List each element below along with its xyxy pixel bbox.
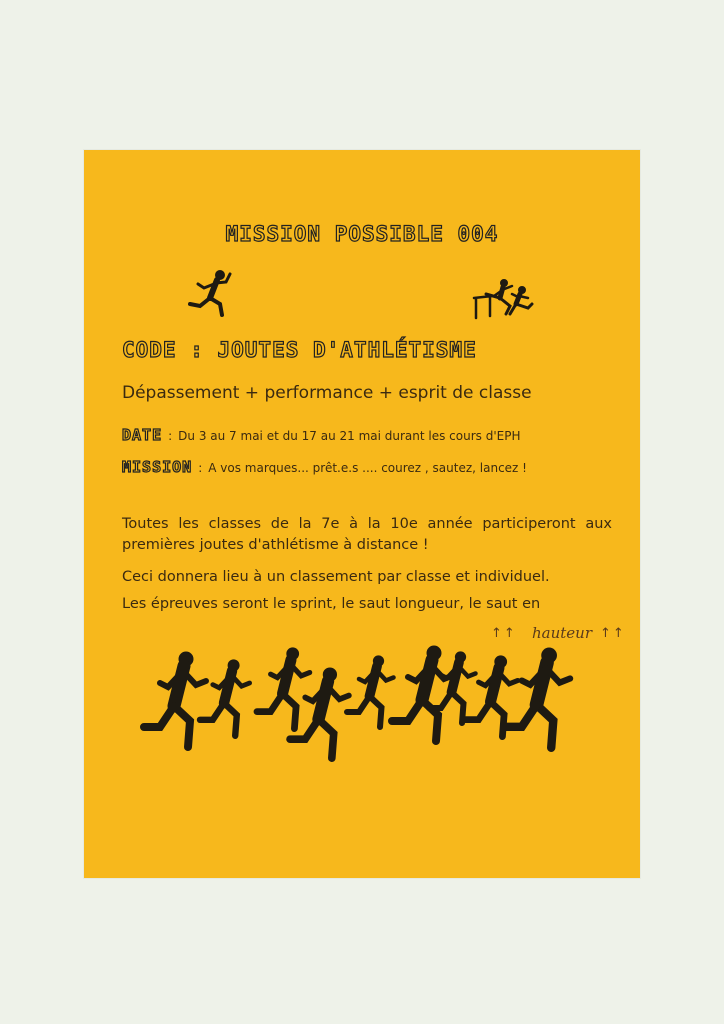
- paragraph-events: Les épreuves seront le sprint, le saut longueur, le saut en: [122, 596, 541, 612]
- date-label: DATE: [122, 426, 163, 444]
- mission-separator: :: [198, 461, 203, 475]
- code-heading: CODE : JOUTES D'ATHLÉTISME: [122, 338, 477, 362]
- date-separator: :: [168, 429, 173, 443]
- handwritten-arrows-right: ↑↑: [600, 626, 626, 641]
- subtitle: Dépassement + performance + esprit de classe: [122, 383, 532, 403]
- date-text: Du 3 au 7 mai et du 17 au 21 mai durant les cours d'EPH: [178, 429, 521, 443]
- mission-label: MISSION: [122, 458, 193, 476]
- flyer-sheet: [84, 150, 640, 878]
- paragraph-ranking: Ceci donnera lieu à un classement par classe et individuel.: [122, 569, 550, 585]
- runner-icon: [184, 268, 244, 320]
- hurdler-icon: [470, 278, 536, 320]
- handwritten-arrows-left: ↑↑: [491, 626, 517, 641]
- handwritten-note: hauteur: [532, 624, 592, 642]
- runners-group-icon: [134, 645, 584, 775]
- date-row: [122, 426, 521, 444]
- mission-row: [122, 458, 527, 476]
- mission-text: A vos marques... prêt.e.s .... courez , sautez, lancez !: [208, 461, 527, 475]
- flyer-title: MISSION POSSIBLE 004: [225, 222, 499, 246]
- paragraph-classes: Toutes les classes de la 7e à la 10e année participeront aux premières joutes d'athlétisme à distance !: [122, 516, 612, 553]
